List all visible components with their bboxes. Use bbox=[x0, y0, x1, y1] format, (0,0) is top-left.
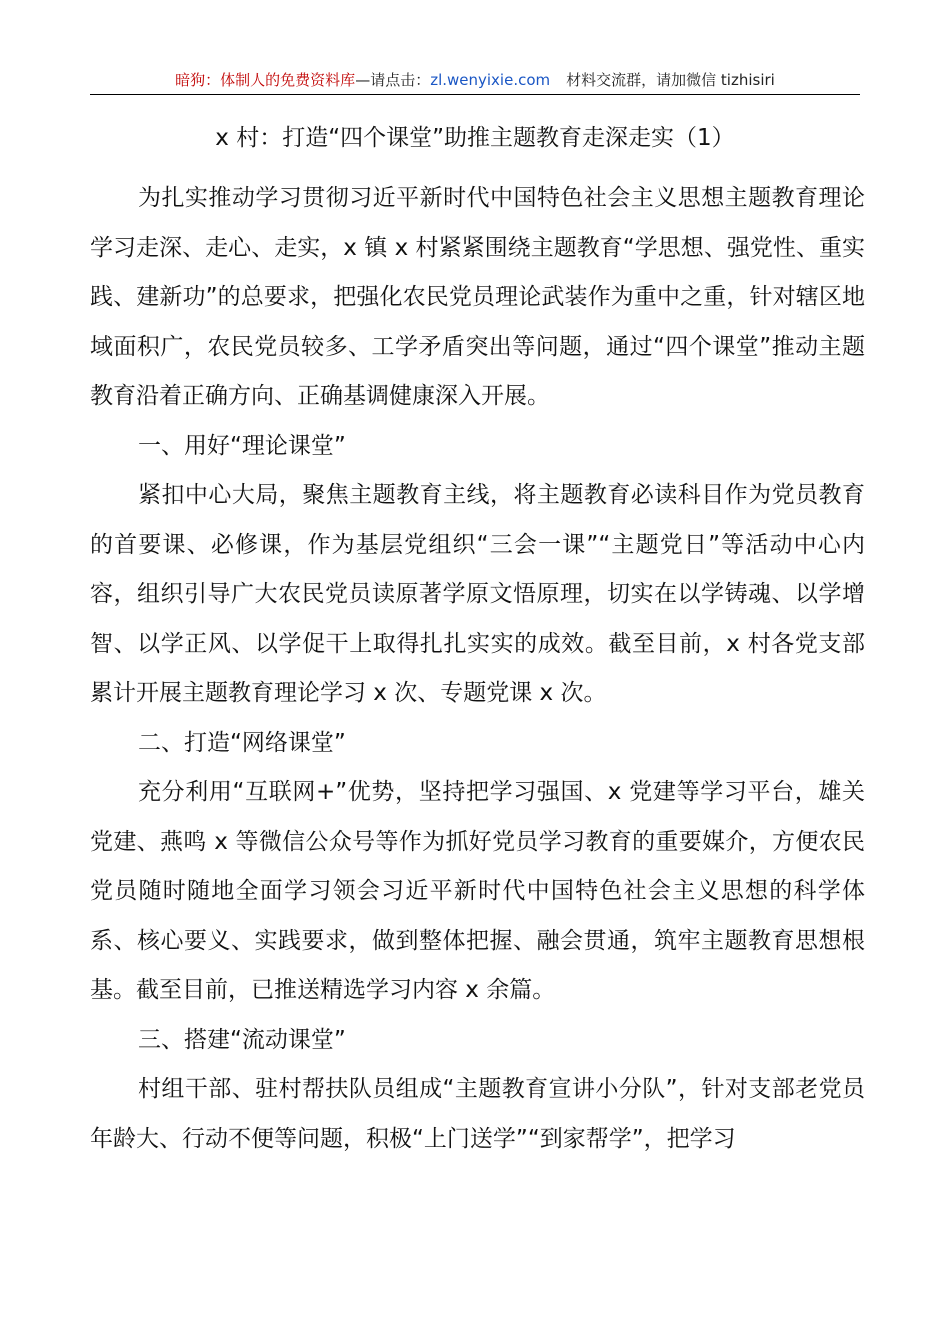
section-heading-2: 二、打造“网络课堂” bbox=[138, 729, 346, 756]
header-note: 材料交流群，请加微信 tizhisiri bbox=[566, 71, 775, 89]
page-header bbox=[90, 66, 860, 94]
intro-paragraph: 为扎实推动学习贯彻习近平新时代中国特色社会主义思想主题教育理论学习走深、走心、走实，x 镇 x 村紧紧围绕主题教育“学思想、强党性、重实践、建新功”的总要求，把强化农民党员理论武装作为重中之重，针对辖区地域面积广，农民党员较多、工学矛盾突出等问题，通过“四个课堂”推动主题教育沿着正确方向、正确基调健康深入开展。 bbox=[90, 185, 865, 409]
section-paragraph-3: 村组干部、驻村帮扶队员组成“主题教育宣讲小分队”，针对支部老党员年龄大、行动不便等问题，积极“上门送学”“到家帮学”，把学习 bbox=[90, 1076, 865, 1152]
section-paragraph-2: 充分利用“互联网+”优势，坚持把学习强国、x 党建等学习平台，雄关党建、燕鸣 x 等微信公众号等作为抓好党员学习教育的重要媒介，方便农民党员随时随地全面学习领会习近平新时代中国特色社会主义思想的科学体系、核心要义、实践要求，做到整体把握、融会贯通，筑牢主题教育思想根基。截至目前，已推送精选学习内容 x 余篇。 bbox=[90, 779, 865, 1003]
section-heading-1: 一、用好“理论课堂” bbox=[138, 432, 346, 459]
header-separator: —请点击： bbox=[355, 71, 431, 89]
section-paragraph-1: 紧扣中心大局，聚焦主题教育主线，将主题教育必读科目作为党员教育的首要课、必修课，作为基层党组织“三会一课”“主题党日”等活动中心内容，组织引导广大农民党员读原著学原文悟原理，切实在以学铸魂、以学增智、以学正风、以学促干上取得扎扎实实的成效。截至目前，x 村各党支部累计开展主题教育理论学习 x 次、专题党课 x 次。 bbox=[90, 482, 865, 706]
header-link[interactable]: zl.wenyixie.com bbox=[430, 71, 551, 89]
header-brand: 暗狗：体制人的免费资料库 bbox=[175, 71, 356, 89]
header-divider bbox=[90, 94, 860, 95]
document-title: x 村：打造“四个课堂”助推主题教育走深走实（1） bbox=[215, 125, 735, 151]
document-body bbox=[90, 174, 865, 1164]
section-heading-3: 三、搭建“流动课堂” bbox=[138, 1026, 346, 1053]
